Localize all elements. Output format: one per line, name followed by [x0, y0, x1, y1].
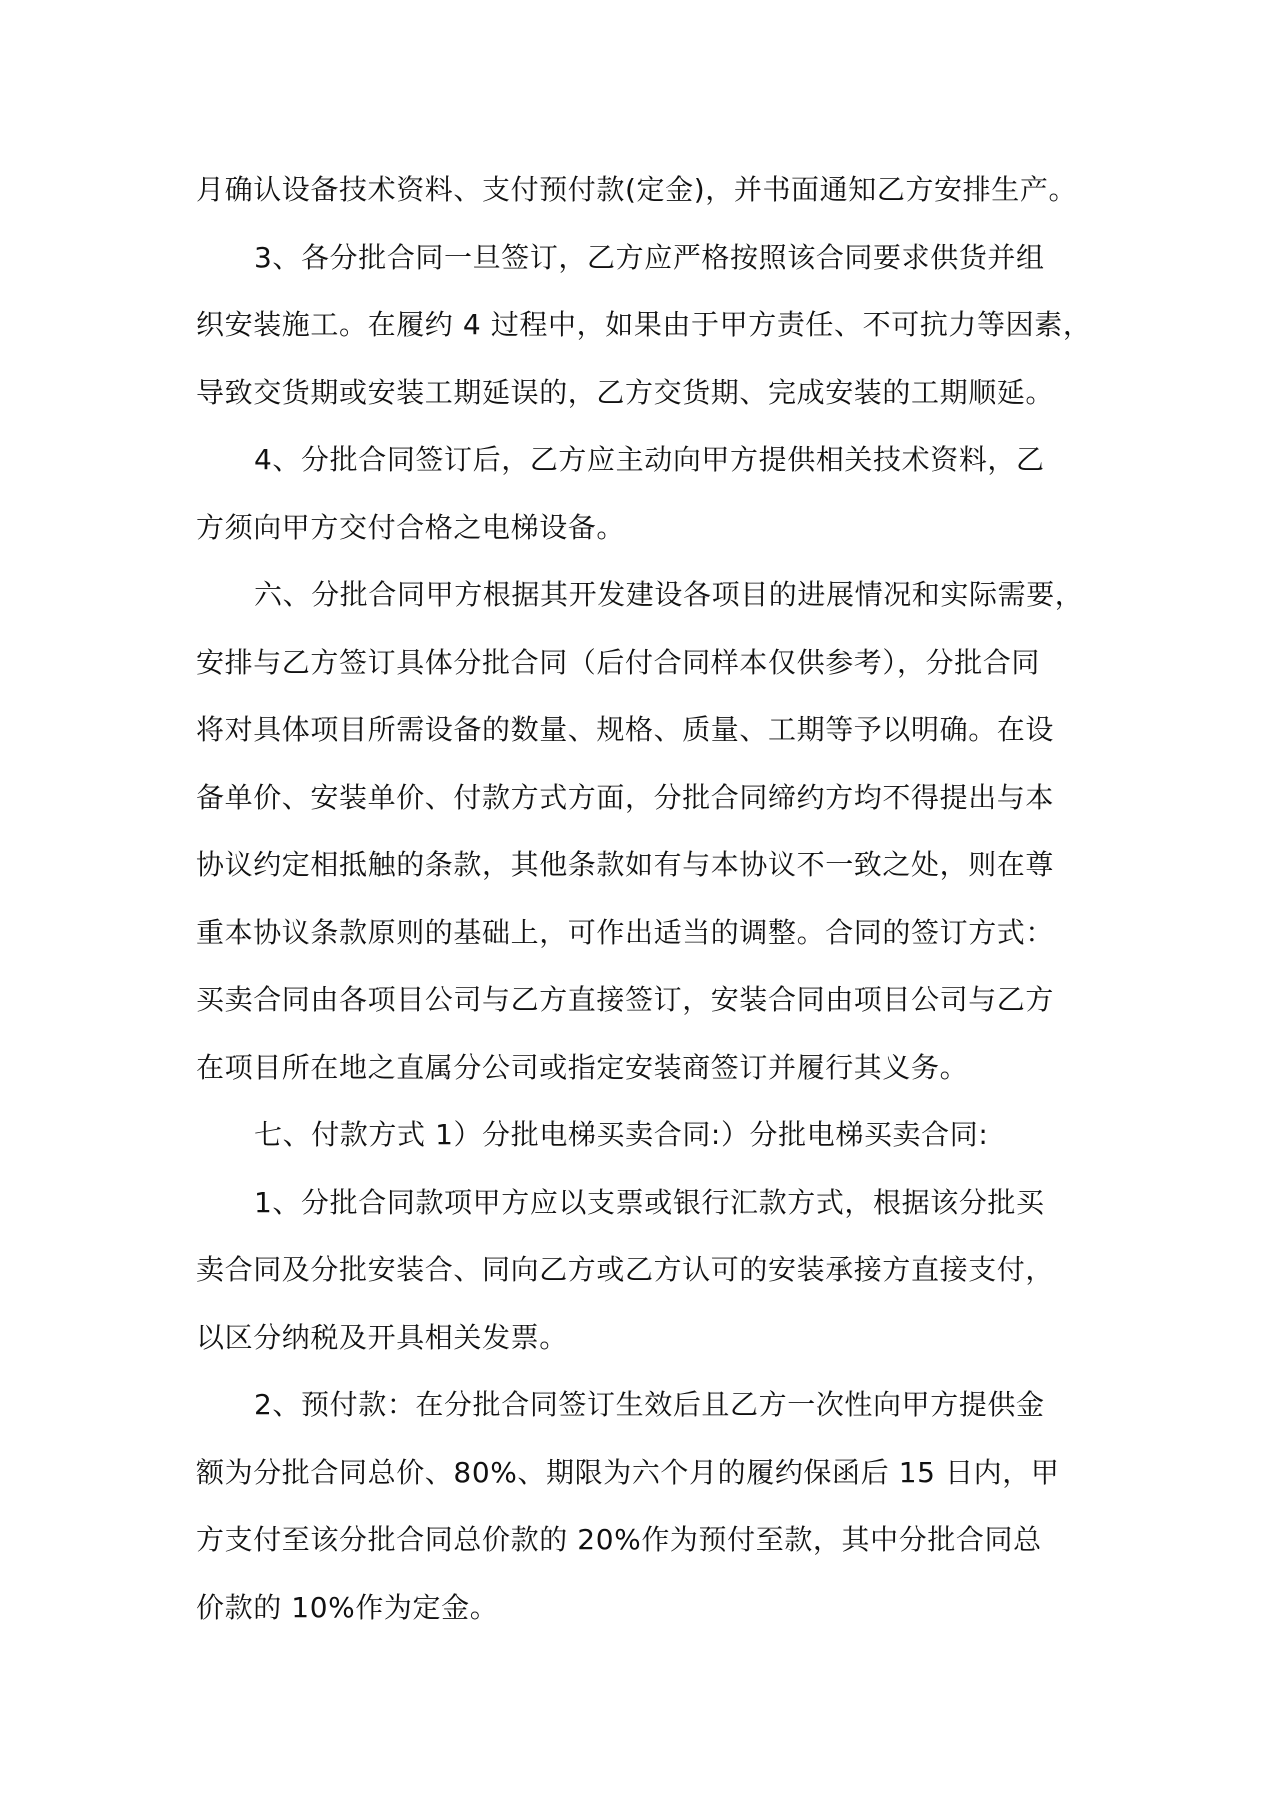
text-line-5: 4、分批合同签订后，乙方应主动向甲方提供相关技术资料，乙	[254, 443, 1045, 476]
text-line-16: 1、分批合同款项甲方应以支票或银行汇款方式，根据该分批买	[254, 1185, 1045, 1219]
text-line-19: 2、预付款：在分批合同签订生效后且乙方一次性向甲方提供金	[254, 1388, 1045, 1421]
text-line-12: 重本协议条款原则的基础上，可作出适当的调整。合同的签订方式：	[196, 915, 1055, 949]
text-line-3: 织安装施工。在履约 4 过程中，如果由于甲方责任、不可抗力等因素，	[196, 308, 1092, 341]
text-line-13: 买卖合同由各项目公司与乙方直接签订，安装合同由项目公司与乙方	[196, 983, 1055, 1016]
text-line-11: 协议约定相抵触的条款，其他条款如有与本协议不一致之处，则在尊	[196, 848, 1055, 881]
text-line-10: 备单价、安装单价、付款方式方面，分批合同缔约方均不得提出与本	[196, 780, 1055, 814]
text-line-20: 额为分批合同总价、80%、期限为六个月的履约保函后 15 日内，甲	[196, 1455, 1060, 1489]
text-line-21: 方支付至该分批合同总价款的 20%作为预付至款，其中分批合同总	[196, 1523, 1042, 1556]
document-body	[196, 156, 1096, 1641]
text-line-15: 七、付款方式 1）分批电梯买卖合同:）分批电梯买卖合同:	[254, 1118, 989, 1151]
text-line-14: 在项目所在地之直属分公司或指定安装商签订并履行其义务。	[196, 1050, 969, 1084]
text-line-8: 安排与乙方签订具体分批合同（后付合同样本仅供参考），分批合同	[196, 645, 1041, 679]
text-line-2: 3、各分批合同一旦签订，乙方应严格按照该合同要求供货并组	[254, 240, 1045, 274]
text-line-4: 导致交货期或安装工期延误的，乙方交货期、完成安装的工期顺延。	[196, 375, 1055, 409]
text-line-22: 价款的 10%作为定金。	[196, 1590, 499, 1624]
text-line-7: 六、分批合同甲方根据其开发建设各项目的进展情况和实际需要，	[254, 578, 1084, 611]
text-line-6: 方须向甲方交付合格之电梯设备。	[196, 510, 626, 544]
text-line-9: 将对具体项目所需设备的数量、规格、质量、工期等予以明确。在设	[196, 713, 1055, 746]
text-line-1: 月确认设备技术资料、支付预付款(定金)，并书面通知乙方安排生产。	[196, 173, 1078, 206]
text-line-18: 以区分纳税及开具相关发票。	[196, 1320, 568, 1354]
text-line-17: 卖合同及分批安装合、同向乙方或乙方认可的安装承接方直接支付，	[196, 1253, 1055, 1286]
